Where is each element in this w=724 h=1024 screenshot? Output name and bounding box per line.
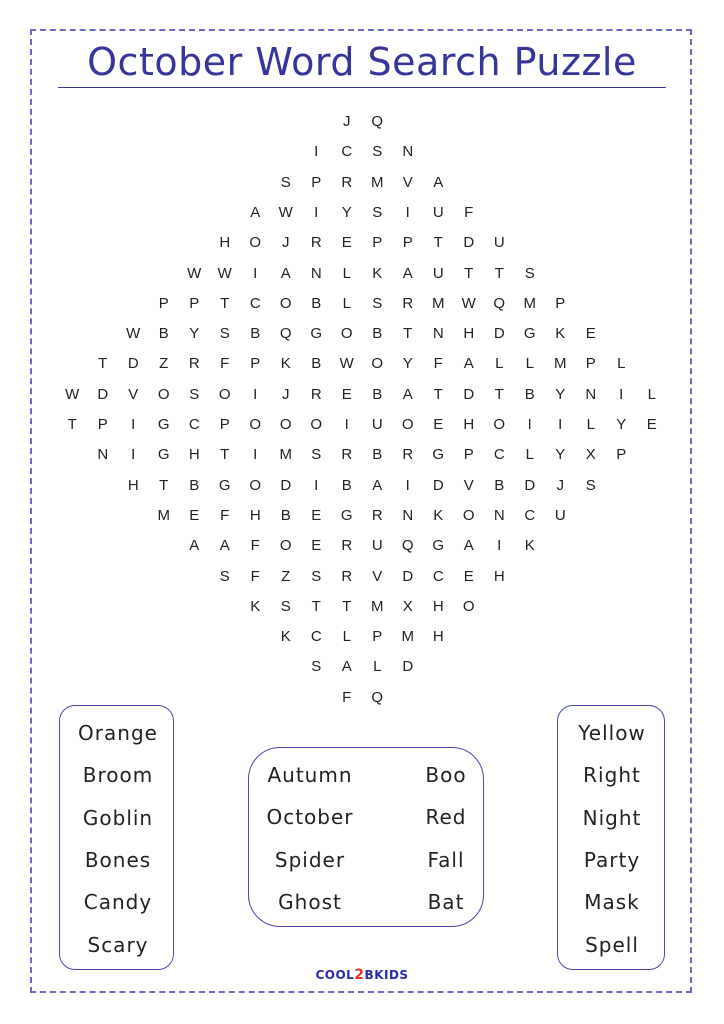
grid-letter: S xyxy=(524,264,535,282)
grid-letter: W xyxy=(339,355,354,373)
grid-letter: R xyxy=(341,567,353,585)
grid-letter: T xyxy=(433,385,443,403)
grid-letter: O xyxy=(401,416,414,433)
grid-letter: N xyxy=(493,506,505,524)
grid-letter: J xyxy=(282,234,290,252)
grid-letter: G xyxy=(218,476,231,494)
word-item: Ghost xyxy=(278,889,342,914)
grid-letter: A xyxy=(463,537,474,555)
grid-letter: W xyxy=(278,203,293,221)
grid-letter: E xyxy=(311,537,322,555)
grid-letter: S xyxy=(585,476,596,494)
word-item: Fall xyxy=(427,847,465,872)
grid-letter: L xyxy=(586,416,595,433)
grid-letter: G xyxy=(157,416,170,433)
grid-letter: T xyxy=(220,446,230,464)
grid-letter: M xyxy=(401,628,414,646)
grid-letter: K xyxy=(524,537,535,555)
grid-letter: T xyxy=(67,416,77,433)
grid-letter: R xyxy=(341,537,353,555)
grid-letter: D xyxy=(524,476,536,494)
word-item: Broom xyxy=(82,763,154,788)
grid-letter: N xyxy=(310,264,322,282)
grid-letter: C xyxy=(310,628,322,646)
grid-letter: N xyxy=(402,143,414,161)
grid-letter: Q xyxy=(279,325,292,343)
grid-letter: A xyxy=(219,537,230,555)
grid-letter: R xyxy=(341,173,353,191)
grid-letter: R xyxy=(341,446,353,464)
grid-letter: W xyxy=(217,264,232,282)
grid-letter: A xyxy=(189,537,200,555)
grid-letter: V xyxy=(402,173,413,191)
grid-letter: O xyxy=(493,416,506,433)
grid-letter: U xyxy=(493,234,505,252)
grid-letter: L xyxy=(525,355,534,373)
logo-text-bkids: BKIDS xyxy=(364,968,409,982)
grid-letter: F xyxy=(342,688,352,706)
grid-letter: E xyxy=(341,234,352,252)
grid-letter: Z xyxy=(281,567,291,585)
grid-letter: T xyxy=(311,597,321,615)
grid-letter: U xyxy=(432,203,444,221)
grid-letter: I xyxy=(314,203,319,221)
grid-letter: M xyxy=(432,294,445,312)
grid-letter: B xyxy=(372,446,383,464)
grid-letter: U xyxy=(371,537,383,555)
grid-letter: H xyxy=(219,234,231,252)
grid-letter: L xyxy=(342,628,351,646)
grid-letter: O xyxy=(218,385,231,403)
word-item: Right xyxy=(583,763,641,788)
grid-letter: T xyxy=(433,234,443,252)
grid-letter: O xyxy=(279,416,292,433)
grid-letter: A xyxy=(372,476,383,494)
grid-letter: L xyxy=(617,355,626,373)
grid-letter: O xyxy=(249,476,262,494)
grid-letter: E xyxy=(189,506,200,524)
grid-letter: Q xyxy=(371,688,384,706)
grid-letter: B xyxy=(158,325,169,343)
grid-letter: H xyxy=(463,325,475,343)
grid-letter: C xyxy=(493,446,505,464)
grid-letter: S xyxy=(372,294,383,312)
grid-letter: C xyxy=(524,506,536,524)
grid-letter: Y xyxy=(616,416,627,433)
word-item: Red xyxy=(425,805,467,830)
grid-letter: I xyxy=(314,143,319,161)
grid-letter: P xyxy=(372,234,383,252)
grid-letter: P xyxy=(311,173,322,191)
grid-letter: N xyxy=(402,506,414,524)
grid-letter: P xyxy=(372,628,383,646)
grid-letter: D xyxy=(402,658,414,676)
grid-letter: L xyxy=(342,294,351,312)
grid-letter: I xyxy=(558,416,563,433)
grid-letter: O xyxy=(279,294,292,312)
grid-letter: T xyxy=(494,385,504,403)
grid-letter: P xyxy=(402,234,413,252)
grid-letter: Q xyxy=(401,537,414,555)
grid-letter: Y xyxy=(189,325,200,343)
grid-letter: U xyxy=(371,416,383,433)
grid-letter: M xyxy=(371,597,384,615)
grid-letter: B xyxy=(494,476,505,494)
grid-letter: S xyxy=(311,567,322,585)
grid-letter: E xyxy=(311,506,322,524)
word-item: Night xyxy=(582,805,642,830)
grid-letter: D xyxy=(463,234,475,252)
logo-text-two: 2 xyxy=(354,967,365,983)
grid-letter: B xyxy=(189,476,200,494)
grid-letter: C xyxy=(341,143,353,161)
grid-letter: I xyxy=(253,446,258,464)
grid-letter: I xyxy=(131,416,136,433)
grid-letter: N xyxy=(97,446,109,464)
word-item: Bat xyxy=(427,889,465,914)
grid-letter: S xyxy=(219,325,230,343)
grid-letter: A xyxy=(463,355,474,373)
grid-letter: M xyxy=(371,173,384,191)
grid-letter: H xyxy=(493,567,505,585)
grid-letter: A xyxy=(280,264,291,282)
grid-letter: T xyxy=(403,325,413,343)
grid-letter: E xyxy=(585,325,596,343)
grid-letter: B xyxy=(250,325,261,343)
grid-letter: I xyxy=(405,203,410,221)
grid-letter: D xyxy=(493,325,505,343)
grid-letter: P xyxy=(250,355,261,373)
grid-letter: Q xyxy=(371,113,384,130)
grid-letter: M xyxy=(523,294,536,312)
grid-letter: I xyxy=(253,385,258,403)
grid-letter: B xyxy=(280,506,291,524)
grid-letter: N xyxy=(585,385,597,403)
grid-letter: J xyxy=(343,113,351,130)
grid-letter: R xyxy=(188,355,200,373)
word-list-middle-box xyxy=(248,747,484,927)
grid-letter: T xyxy=(220,294,230,312)
grid-letter: O xyxy=(249,416,262,433)
grid-letter: S xyxy=(280,597,291,615)
grid-letter: O xyxy=(157,385,170,403)
word-item: Candy xyxy=(83,890,153,915)
grid-letter: R xyxy=(402,446,414,464)
site-logo xyxy=(312,965,412,985)
grid-letter: K xyxy=(280,628,291,646)
grid-letter: D xyxy=(280,476,292,494)
grid-letter: G xyxy=(157,446,170,464)
grid-letter: H xyxy=(432,597,444,615)
grid-letter: D xyxy=(97,385,109,403)
grid-letter: D xyxy=(402,567,414,585)
word-item: Boo xyxy=(425,763,467,787)
grid-letter: D xyxy=(127,355,139,373)
grid-letter: C xyxy=(188,416,200,433)
grid-letter: Y xyxy=(402,355,413,373)
grid-letter: T xyxy=(159,476,169,494)
grid-letter: P xyxy=(158,294,169,312)
grid-letter: A xyxy=(433,173,444,191)
word-item: Party xyxy=(583,847,641,872)
grid-letter: R xyxy=(371,506,383,524)
grid-letter: D xyxy=(432,476,444,494)
grid-letter: E xyxy=(433,416,444,433)
grid-letter: F xyxy=(464,203,474,221)
grid-letter: I xyxy=(619,385,624,403)
grid-letter: A xyxy=(341,658,352,676)
word-list-right-box xyxy=(557,705,665,970)
grid-letter: Y xyxy=(341,203,352,221)
grid-letter: H xyxy=(463,416,475,433)
grid-letter: I xyxy=(405,476,410,494)
grid-letter: W xyxy=(65,385,80,403)
grid-letter: K xyxy=(280,355,291,373)
grid-letter: R xyxy=(402,294,414,312)
grid-letter: I xyxy=(344,416,349,433)
grid-letter: V xyxy=(463,476,474,494)
grid-letter: E xyxy=(341,385,352,403)
grid-letter: P xyxy=(219,416,230,433)
word-item: October xyxy=(266,805,354,830)
grid-letter: M xyxy=(279,446,292,464)
grid-letter: O xyxy=(310,416,323,433)
grid-letter: G xyxy=(310,325,323,343)
grid-letter: B xyxy=(524,385,535,403)
grid-letter: P xyxy=(97,416,108,433)
grid-letter: L xyxy=(525,446,534,464)
word-item: Mask xyxy=(584,890,640,915)
grid-letter: E xyxy=(646,416,657,433)
grid-letter: H xyxy=(188,446,200,464)
grid-letter: P xyxy=(189,294,200,312)
word-item: Bones xyxy=(84,847,152,872)
grid-letter: G xyxy=(432,446,445,464)
grid-letter: H xyxy=(127,476,139,494)
grid-letter: A xyxy=(250,203,261,221)
grid-letter: M xyxy=(157,506,170,524)
grid-letter: I xyxy=(131,446,136,464)
grid-letter: I xyxy=(253,264,258,282)
word-item: Spell xyxy=(585,932,639,957)
grid-letter: B xyxy=(341,476,352,494)
grid-letter: S xyxy=(280,173,291,191)
grid-letter: S xyxy=(372,143,383,161)
grid-letter: B xyxy=(311,294,322,312)
grid-letter: V xyxy=(372,567,383,585)
grid-letter: O xyxy=(462,597,475,615)
grid-letter: K xyxy=(555,325,566,343)
grid-letter: C xyxy=(432,567,444,585)
word-item: Yellow xyxy=(578,721,646,745)
grid-letter: O xyxy=(340,325,353,343)
grid-letter: T xyxy=(464,264,474,282)
grid-letter: I xyxy=(314,476,319,494)
grid-letter: T xyxy=(342,597,352,615)
grid-letter: V xyxy=(128,385,139,403)
grid-letter: J xyxy=(556,476,564,494)
grid-letter: L xyxy=(495,355,504,373)
grid-letter: G xyxy=(432,537,445,555)
grid-letter: K xyxy=(372,264,383,282)
grid-letter: S xyxy=(311,446,322,464)
grid-letter: P xyxy=(585,355,596,373)
grid-letter: J xyxy=(282,385,290,403)
grid-letter: R xyxy=(310,385,322,403)
grid-letter: I xyxy=(527,416,532,433)
grid-letter: S xyxy=(311,658,322,676)
grid-letter: X xyxy=(402,597,413,615)
grid-letter: F xyxy=(250,567,260,585)
grid-letter: S xyxy=(219,567,230,585)
grid-letter: Y xyxy=(555,385,566,403)
grid-letter: G xyxy=(523,325,536,343)
grid-letter: F xyxy=(220,506,230,524)
grid-letter: B xyxy=(311,355,322,373)
grid-letter: O xyxy=(279,537,292,555)
grid-letter: B xyxy=(372,325,383,343)
grid-letter: K xyxy=(433,506,444,524)
word-item: Autumn xyxy=(267,763,353,787)
grid-letter: L xyxy=(647,385,656,403)
grid-letter: F xyxy=(433,355,443,373)
grid-letter: T xyxy=(494,264,504,282)
grid-letter: U xyxy=(432,264,444,282)
grid-letter: X xyxy=(585,446,596,464)
grid-letter: A xyxy=(402,264,413,282)
page-title: October Word Search Puzzle xyxy=(87,40,637,84)
grid-letter: P xyxy=(463,446,474,464)
grid-letter: O xyxy=(462,506,475,524)
grid-letter: S xyxy=(372,203,383,221)
grid-letter: S xyxy=(189,385,200,403)
grid-letter: G xyxy=(340,506,353,524)
grid-letter: L xyxy=(342,264,351,282)
grid-letter: L xyxy=(373,658,382,676)
grid-letter: W xyxy=(187,264,202,282)
grid-letter: K xyxy=(250,597,261,615)
word-item: Goblin xyxy=(82,805,154,830)
grid-letter: H xyxy=(432,628,444,646)
grid-letter: P xyxy=(616,446,627,464)
grid-letter: I xyxy=(497,537,502,555)
grid-letter: A xyxy=(402,385,413,403)
grid-letter: Y xyxy=(555,446,566,464)
grid-letter: N xyxy=(432,325,444,343)
grid-letter: D xyxy=(463,385,475,403)
word-list-left-box xyxy=(59,705,174,970)
grid-letter: O xyxy=(371,355,384,373)
logo-text-cool: COOL xyxy=(315,968,355,982)
grid-letter: W xyxy=(461,294,476,312)
word-item: Orange xyxy=(78,721,158,745)
grid-letter: F xyxy=(220,355,230,373)
grid-letter: R xyxy=(310,234,322,252)
grid-letter: Z xyxy=(159,355,169,373)
grid-letter: E xyxy=(463,567,474,585)
grid-letter: B xyxy=(372,385,383,403)
grid-letter: W xyxy=(126,325,141,343)
grid-letter: P xyxy=(555,294,566,312)
grid-letter: U xyxy=(554,506,566,524)
grid-letter: T xyxy=(98,355,108,373)
grid-letter: Q xyxy=(493,294,506,312)
grid-letter: H xyxy=(249,506,261,524)
grid-letter: C xyxy=(249,294,261,312)
grid-letter: O xyxy=(249,234,262,252)
word-item: Scary xyxy=(87,932,149,957)
grid-letter: M xyxy=(554,355,567,373)
word-item: Spider xyxy=(274,847,346,872)
grid-letter: F xyxy=(250,537,260,555)
